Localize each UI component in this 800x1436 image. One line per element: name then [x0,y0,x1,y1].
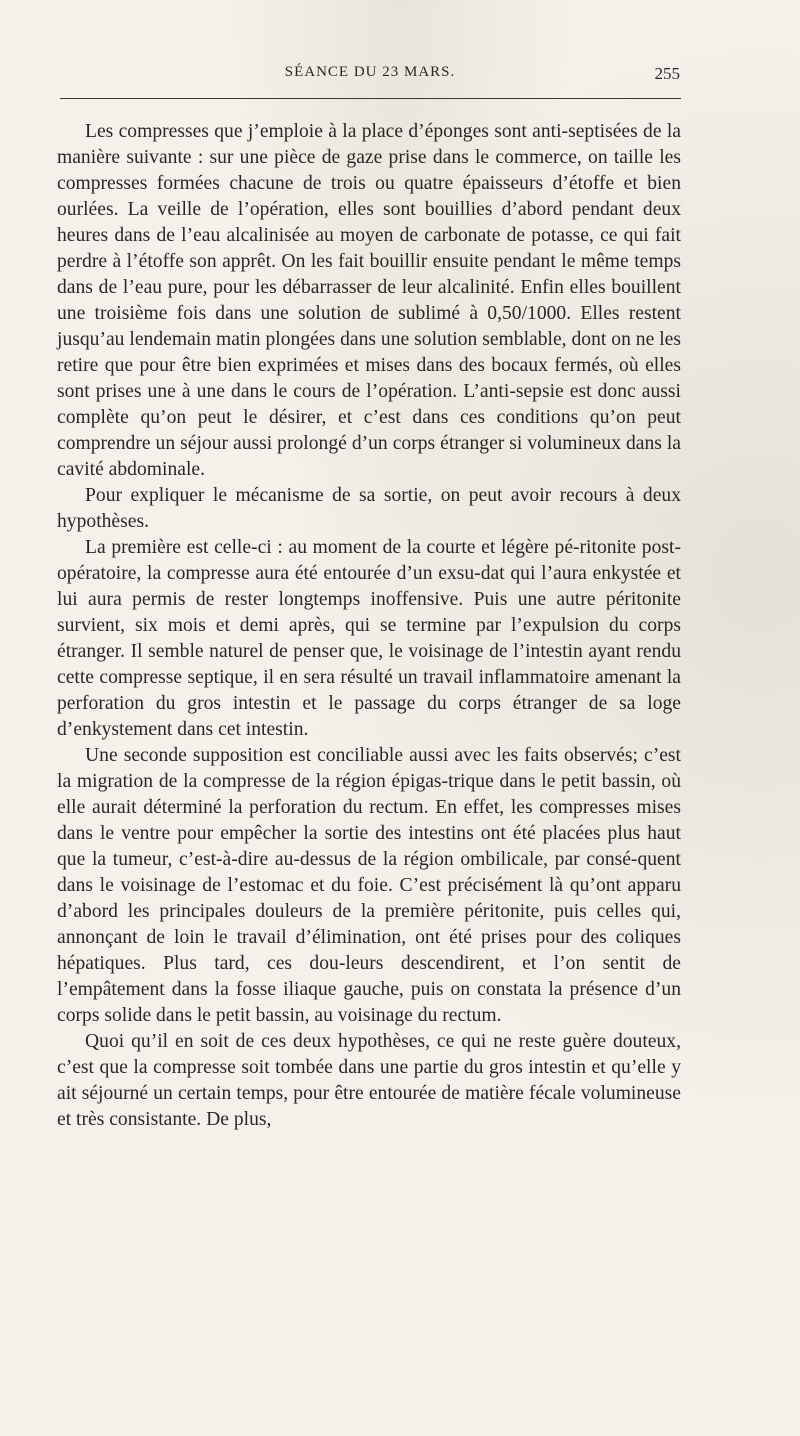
paragraph-4: Une seconde supposition est conciliable aussi avec les faits observés; c’est la migration de la compresse de la région épigas-trique dans le petit bassin, où elle aurait déterminé la perforation du rectum. En effet, les compresses mises dans le ventre pour empêcher la sortie des intestins ont été placées plus haut que la tumeur, c’est-à-dire au-dessus de la région ombilicale, par consé-quent dans le voisinage de l’estomac et du foie. C’est précisément là qu’ont apparu d’abord les principales douleurs de la première péritonite, puis celles qui, annonçant de loin le travail d’élimination, ont été prises pour des coliques hépatiques. Plus tard, ces dou-leurs descendirent, et l’on sentit de l’empâtement dans la fosse iliaque gauche, puis on constata la présence d’un corps solide dans le petit bassin, au voisinage du rectum. [57,745,681,1026]
header-rule [60,98,681,99]
running-head [60,64,680,86]
page-number: 255 [654,64,680,83]
running-title: SÉANCE DU 23 MARS. [284,64,456,80]
body-text [57,119,681,1133]
paragraph-3: La première est celle-ci : au moment de la courte et légère pé-ritonite post-opératoire, la compresse aura été entourée d’un exsu-dat qui l’aura enkystée et lui aura permis de rester longtemps inoffensive. Puis une autre péritonite survient, six mois et demi après, qui se termine par l’expulsion du corps étranger. Il semble naturel de penser que, le voisinage de l’intestin ayant rendu cette compresse septique, il en sera résulté un travail inflammatoire amenant la perforation du gros intestin et le passage du corps étranger de sa loge d’enkystement dans cet intestin. [57,537,681,740]
paragraph-5: Quoi qu’il en soit de ces deux hypothèses, ce qui ne reste guère douteux, c’est que la compresse soit tombée dans une partie du gros intestin et qu’elle y ait séjourné un certain temps, pour être entourée de matière fécale volumineuse et très consistante. De plus, [57,1031,681,1130]
paragraph-1: Les compresses que j’emploie à la place d’éponges sont anti-septisées de la manière suivante : sur une pièce de gaze prise dans le commerce, on taille les compresses formées chacune de trois ou quatre épaisseurs d’étoffe et bien ourlées. La veille de l’opération, elles sont bouillies d’abord pendant deux heures dans de l’eau alcalinisée au moyen de carbonate de potasse, ce qui fait perdre à l’étoffe son apprêt. On les fait bouillir ensuite pendant le même temps dans de l’eau pure, pour les débarrasser de leur alcalinité. Enfin elles bouillent une troisième fois dans une solution de sublimé à 0,50/1000. Elles restent jusqu’au lendemain matin plongées dans une solution semblable, dont on ne les retire que pour être bien exprimées et mises dans des bocaux fermés, où elles sont prises une à une dans le cours de l’opération. L’anti-sepsie est donc aussi complète qu’on peut le désirer, et c’est dans ces conditions qu’on peut comprendre un séjour aussi prolongé d’un corps étranger si volumineux dans la cavité abdominale. [57,121,681,480]
paragraph-2: Pour expliquer le mécanisme de sa sortie, on peut avoir recours à deux hypothèses. [57,485,681,532]
